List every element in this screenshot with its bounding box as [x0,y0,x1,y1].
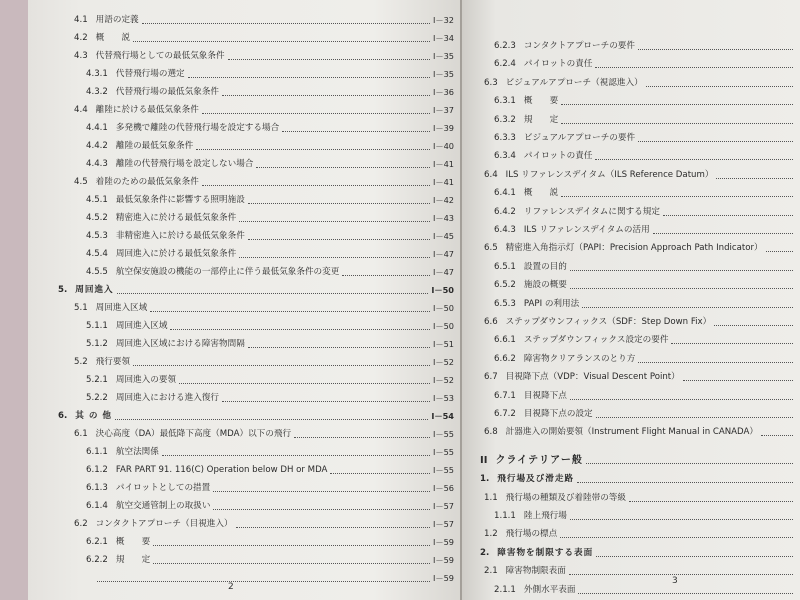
toc-entry-number: 4.2 [74,33,88,43]
toc-leader-dots [330,473,430,474]
toc-entry-title: ステップダウンフィックス（SDF：Step Down Fix） [505,317,712,327]
toc-entry [494,298,796,311]
toc-entry-number: 1.2 [484,529,498,540]
toc-entry-number: 6.5.2 [494,280,516,291]
toc-leader-dots [228,59,430,60]
toc-entry-number: 4.5.2 [86,213,108,223]
toc-entry-page: I－50 [432,321,454,331]
toc-entry-number: 6.4.2 [494,206,516,217]
toc-entry-number: 1.1 [484,492,498,503]
toc-entry-number: 2. [480,547,490,558]
toc-entry [86,212,454,225]
toc-entry-number: 5.2 [74,357,88,367]
toc-leader-dots [766,251,793,252]
toc-leader-dots [561,196,793,197]
toc-leader-dots [582,307,793,308]
toc-entry-title: 用語の定義 [95,15,139,25]
toc-entry-page: I－56 [432,483,454,493]
toc-entry-page: I－41 [432,177,454,187]
toc-entry [86,464,454,477]
toc-entry-title: 設置の目的 [523,261,567,272]
toc-leader-dots [248,203,430,204]
toc-entry-title: 目視降下点（VDP：Visual Descent Point） [505,372,680,383]
toc-entry-page: I－35 [432,69,454,79]
toc-entry-page: I－34 [432,33,454,43]
toc-entry-page: I－32 [432,15,454,25]
toc-entry-number: 4.5.5 [86,267,108,277]
toc-entry-number: 4.1 [74,15,88,25]
toc-entry-title: 周回進入における進入復行 [115,393,220,403]
toc-entry-page: I－47 [432,267,454,277]
toc-entry-title: 障害物クリアランスのとり方 [523,353,636,364]
toc-entry [494,224,796,237]
toc-entry [480,451,796,467]
toc-leader-dots [561,104,793,105]
toc-entry-page: I－40 [432,141,454,151]
toc-entry-title: PAPI の利用法 [523,298,580,309]
toc-entry [58,410,454,423]
toc-leader-dots [115,419,428,420]
toc-leader-dots [638,362,793,363]
toc-entry [74,356,454,369]
toc-leader-dots [282,131,430,132]
toc-entry-title: 飛行場の標点 [505,529,558,540]
toc-entry-title: パイロットの責任 [523,59,593,70]
toc-entry-number: 6.3.1 [494,96,516,107]
toc-entry [86,230,454,243]
toc-entry-title: ステップダウンフィックス設定の要件 [523,335,669,346]
toc-entry-page: I－50 [431,285,454,295]
toc-leader-dots [239,221,430,222]
toc-entry-number: 6.2.1 [86,537,108,547]
toc-entry [86,482,454,495]
toc-entry [484,528,796,541]
toc-entry-page: I－41 [432,159,454,169]
toc-leader-dots [561,123,793,124]
toc-leader-dots [560,537,793,538]
toc-entry-number: 6.6.2 [494,353,516,364]
toc-entry-number: 1. [480,474,490,485]
right-page-number: 3 [672,576,678,586]
toc-entry-page: I－59 [432,573,454,583]
toc-entry-title: コンタクトアプローチの要件 [523,41,635,51]
toc-entry-page: I－35 [432,51,454,61]
toc-leader-dots [716,178,793,179]
toc-leader-dots [570,399,793,400]
toc-entry-number: 6.6.1 [494,335,516,346]
toc-entry-number: 6.4.1 [494,188,516,199]
toc-entry-page: I－55 [432,429,454,439]
toc-entry-page: I－52 [432,357,454,367]
toc-leader-dots [577,482,793,483]
toc-leader-dots [213,491,430,492]
toc-entry [494,510,796,523]
toc-leader-dots [761,435,793,436]
toc-entry [494,261,796,274]
left-page [28,0,460,600]
toc-entry [484,316,796,329]
toc-entry-number: 5.2.1 [86,375,108,385]
toc-entry-number: 5.1.1 [86,321,108,331]
toc-entry [86,338,454,351]
toc-entry [494,114,796,127]
toc-entry-title: 非精密進入に於ける最低気象条件 [115,231,245,241]
toc-entry [484,242,796,255]
toc-entry-title: 着陸のための最低気象条件 [95,177,199,187]
toc-entry-page: I－57 [432,501,454,511]
toc-entry-page: I－39 [432,123,454,133]
toc-entry-title: 施設の概要 [523,280,567,291]
toc-leader-dots [150,311,430,312]
toc-leader-dots [569,574,793,575]
toc-entry-number: 4.3 [74,51,88,61]
toc-entry-title: リファレンスデイタムに関する規定 [523,206,660,217]
toc-leader-dots [653,233,793,234]
toc-leader-dots [638,49,793,50]
toc-leader-dots [248,347,430,348]
toc-entry-number: 4.4 [74,105,88,115]
toc-entry [74,32,454,45]
toc-leader-dots [179,383,430,384]
toc-entry-title: 障害物制限表面 [505,566,566,577]
toc-entry [480,547,796,560]
toc-leader-dots [153,545,430,546]
toc-entry-page: I－47 [432,249,454,259]
toc-entry [494,40,796,53]
toc-entry-page: I－55 [432,447,454,457]
toc-leader-dots [153,563,430,564]
toc-entry-number: 6.2.3 [494,41,516,51]
toc-leader-dots [188,77,430,78]
toc-entry-number: 4.3.2 [86,87,108,97]
toc-leader-dots [133,41,430,42]
toc-entry-number: 4.5.4 [86,249,108,259]
right-page [462,0,800,600]
toc-entry-page: I－51 [432,339,454,349]
toc-entry [86,374,454,387]
toc-entry-number: 6.3.4 [494,151,516,162]
toc-leader-dots [133,365,430,366]
toc-entry-title: 代替飛行場の最低気象条件 [115,87,220,97]
toc-entry [74,50,454,63]
toc-entry-page: I－45 [432,231,454,241]
toc-entry [86,158,454,171]
toc-entry-number: 1.1.1 [494,511,516,521]
toc-leader-dots [202,113,430,114]
toc-entry [86,392,454,405]
toc-leader-dots [248,239,430,240]
toc-entry-page: I－50 [432,303,454,313]
toc-entry-title: 航空交通管制上の取扱い [115,501,211,511]
toc-entry-title: 決心高度（DA）最低降下高度（MDA）以下の飛行 [95,429,292,439]
toc-entry-page: I－53 [432,393,454,403]
toc-entry-number: 6.1.4 [86,501,108,511]
toc-leader-dots [683,380,793,381]
toc-leader-dots [294,437,430,438]
toc-entry-number: 6.4.3 [494,225,516,235]
toc-leader-dots [97,581,430,582]
toc-entry-number: 6.3.2 [494,114,516,125]
toc-entry-title: 概 要 [523,96,559,107]
toc-entry [494,390,796,403]
toc-entry-number: 6. [58,411,68,421]
toc-entry-number: 4.5.3 [86,231,108,241]
toc-entry-title: 周回進入の要領 [115,375,177,385]
toc-entry-title: 代替飛行場としての最低気象条件 [95,51,225,61]
toc-entry-number: 6.1.2 [86,465,108,475]
toc-entry-title: 精密進入に於ける最低気象条件 [115,213,237,223]
toc-entry [484,565,796,578]
toc-entry-title: 離陸の最低気象条件 [115,141,194,151]
toc-entry-number: 6.3.3 [494,133,516,143]
toc-entry [74,518,454,531]
toc-entry-number: 5.1 [74,303,88,313]
toc-entry [494,279,796,292]
toc-leader-dots [578,593,793,594]
toc-entry [494,132,796,145]
toc-entry-title: クライテリアー般 [495,454,583,466]
toc-entry [494,334,796,347]
toc-entry-title: 代替飛行場の選定 [115,69,185,79]
toc-leader-dots [222,401,430,402]
toc-entry-title: 概 説 [523,188,559,199]
toc-entry-number: 2.1 [484,566,498,577]
toc-leader-dots [663,215,793,216]
toc-entry-number: 6.1.1 [86,447,108,457]
toc-entry [86,500,454,513]
toc-leader-dots [646,86,793,87]
toc-entry [86,536,454,549]
toc-entry-title: ILS リファレンスデイタムの活用 [523,225,650,235]
toc-entry [74,104,454,117]
toc-entry-number: 4.4.1 [86,123,108,133]
toc-entry-title: ビジュアルアプローチの要件 [523,133,636,143]
toc-entry-number: 4.4.3 [86,159,108,169]
toc-leader-dots [596,417,793,418]
toc-entry-title: FAR PART 91. 116(C) Operation below DH or MDA [115,465,328,475]
toc-leader-dots [256,167,430,168]
toc-entry-title: 周回進入区域における障害物間隔 [115,339,245,349]
toc-entry [86,140,454,153]
toc-entry-title: パイロットとしての措置 [115,483,211,493]
toc-entry-page: I－42 [432,195,454,205]
toc-entry-number: 6.5 [484,243,498,254]
toc-entry-number: 6.2.4 [494,59,516,70]
toc-entry-page: I－52 [432,375,454,385]
toc-entry-number: 4.5.1 [86,195,108,205]
toc-leader-dots [629,501,793,502]
toc-leader-dots [202,185,430,186]
toc-entry [58,284,454,297]
toc-entry-number: 6.2 [74,519,88,529]
toc-leader-dots [170,329,430,330]
toc-entry-number: 6.7.1 [494,390,516,401]
toc-entry [86,446,454,459]
toc-entry-title: 飛行場の種類及び着陸帯の等級 [505,492,626,503]
toc-leader-dots [595,159,793,160]
toc-entry [74,14,454,27]
toc-entry [74,302,454,315]
toc-entry [86,572,454,585]
toc-entry [86,320,454,333]
toc-entry-title: 周回進入 [75,285,114,295]
toc-entry-number: 6.3 [484,77,498,88]
toc-entry [86,194,454,207]
toc-leader-dots [117,293,429,294]
toc-entry-number: 4.5 [74,177,88,187]
toc-entry-number: 6.5.3 [494,298,516,309]
toc-entry [480,473,796,486]
toc-leader-dots [671,343,793,344]
toc-leader-dots [595,67,793,68]
toc-entry [494,206,796,219]
toc-entry-number: 6.8 [484,427,498,438]
toc-leader-dots [342,275,430,276]
toc-leader-dots [596,556,793,557]
toc-entry-number: 6.4 [484,169,498,180]
toc-entry-title: 多発機で離陸の代替飛行場を設定する場合 [115,123,280,133]
toc-entry [484,371,796,384]
toc-entry-title: 最低気象条件に影響する照明施設 [115,195,245,205]
toc-entry [86,248,454,261]
toc-entry-title: 概 要 [115,537,151,547]
toc-entry [494,150,796,163]
toc-entry-title: 規 定 [115,555,151,565]
toc-entry-title: 飛行場及び滑走路 [497,474,575,485]
toc-entry-title: コンタクトアプローチ（目視進入） [95,519,233,529]
toc-entry-page: I－59 [432,555,454,565]
toc-entry [74,176,454,189]
toc-entry-page: I－36 [432,87,454,97]
toc-entry-number: 6.1.3 [86,483,108,493]
toc-entry [86,68,454,81]
toc-entry [494,408,796,421]
toc-entry [86,266,454,279]
toc-entry-title: 概 説 [95,33,131,43]
toc-entry [484,77,796,90]
toc-entry-title: パイロットの責任 [523,151,593,162]
toc-entry-page: I－54 [431,411,454,421]
toc-leader-dots [142,23,430,24]
toc-entry-number: 6.6 [484,317,498,327]
toc-entry-number: 6.5.1 [494,261,516,272]
toc-entry-page: I－55 [432,465,454,475]
toc-entry [484,492,796,505]
toc-entry-title: 飛行要領 [95,357,131,367]
toc-entry-title: 陸上飛行場 [523,511,567,521]
toc-entry-title: 外側水平表面 [523,584,576,595]
toc-entry-page: I－59 [432,537,454,547]
toc-leader-dots [586,463,793,464]
toc-entry-number: 4.4.2 [86,141,108,151]
toc-entry-title: 周回進入区域 [95,303,148,313]
toc-entry [86,86,454,99]
toc-entry-title: 計器進入の開始要領（Instrument Flight Manual in CANADA） [505,427,758,438]
toc-entry-title: 周回進入区域 [115,321,168,331]
toc-leader-dots [714,325,793,326]
toc-entry-title: 離陸の代替飛行場を設定しない場合 [115,159,254,169]
toc-entry [494,353,796,366]
toc-leader-dots [239,257,430,258]
toc-entry [494,95,796,108]
left-page-number: 2 [228,582,234,592]
toc-entry [494,58,796,71]
toc-entry [74,428,454,441]
toc-entry-number: 5.2.2 [86,393,108,403]
toc-leader-dots [213,509,430,510]
toc-leader-dots [570,270,793,271]
toc-entry-number: 6.7 [484,372,498,383]
toc-entry-number: 2.1.1 [494,584,516,595]
toc-entry-title: 目視降下点の設定 [523,409,593,419]
toc-entry-number: 5. [58,285,68,295]
toc-entry-number: II [480,454,488,466]
toc-entry-title: 精密進入角指示灯（PAPI：Precision Approach Path Indicator） [505,243,763,254]
toc-entry-title: 障害物を制限する表面 [497,547,594,558]
toc-entry [494,584,796,597]
toc-entry-title: ILS リファレンスデイタム（ILS Reference Datum） [505,169,714,180]
toc-entry [86,554,454,567]
toc-entry [484,169,796,182]
toc-entry [494,187,796,200]
toc-leader-dots [222,95,430,96]
toc-entry [86,122,454,135]
toc-entry-title: ビジュアルアプローチ（視認進入） [505,77,643,88]
toc-entry-title: 周回進入に於ける最低気象条件 [115,249,237,259]
toc-entry-title: 航空保安施設の機能の一部停止に伴う最低気象条件の変更 [115,267,340,277]
toc-entry-number: 6.1 [74,429,88,439]
toc-entry-number: 6.2.2 [86,555,108,565]
toc-entry-number: 5.1.2 [86,339,108,349]
toc-entry-title: 規 定 [523,114,559,125]
toc-leader-dots [236,527,430,528]
toc-entry-title: 航空法関係 [115,447,159,457]
toc-entry-page: I－37 [432,105,454,115]
toc-leader-dots [570,288,793,289]
toc-entry-number: 4.3.1 [86,69,108,79]
toc-entry-title: 離陸に於ける最低気象条件 [95,105,199,115]
toc-leader-dots [162,455,430,456]
toc-leader-dots [638,141,793,142]
toc-entry-title: 其 の 他 [75,411,113,421]
toc-entry-page: I－43 [432,213,454,223]
toc-entry [484,426,796,439]
toc-entry-title: 目視降下点 [523,390,567,401]
toc-entry-page: I－57 [432,519,454,529]
toc-leader-dots [196,149,430,150]
toc-entry-number: 6.7.2 [494,409,516,419]
toc-leader-dots [570,519,793,520]
